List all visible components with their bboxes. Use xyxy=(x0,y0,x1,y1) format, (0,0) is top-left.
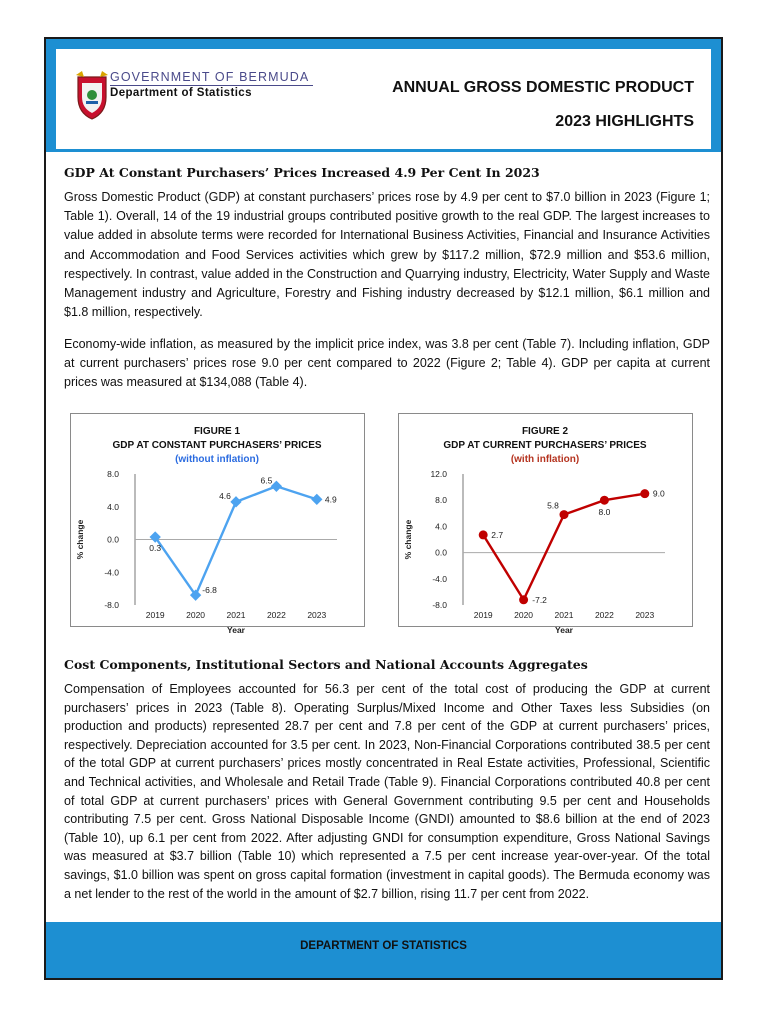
fig2-note: (with inflation) xyxy=(510,454,580,465)
fig1-data-label: 4.9 xyxy=(324,494,337,505)
department-name: Department of Statistics xyxy=(110,87,252,99)
fig2-subtitle: GDP AT CURRENT PURCHASERS’ PRICES xyxy=(443,440,647,451)
fig2-data-label: 2.7 xyxy=(491,529,504,540)
fig2-x-tick-label: 2023 xyxy=(635,610,655,620)
footer-band xyxy=(46,922,721,978)
fig2-y-axis-label: % change xyxy=(403,519,413,560)
fig2-data-label: 8.0 xyxy=(598,507,611,518)
fig1-x-axis-label: Year xyxy=(227,625,245,635)
title-line-2: 2023 HIGHLIGHTS xyxy=(555,113,694,130)
footer-text: DEPARTMENT OF STATISTICS xyxy=(300,940,467,952)
fig2-x-tick-label: 2019 xyxy=(473,610,493,620)
figure-2-chart xyxy=(398,413,693,635)
fig1-data-label: 6.5 xyxy=(260,475,273,486)
fig2-data-label: -7.2 xyxy=(532,594,547,605)
fig2-data-point xyxy=(479,530,488,539)
fig1-y-tick-label: -4.0 xyxy=(104,567,119,578)
fig1-title: FIGURE 1 xyxy=(193,426,241,437)
fig2-series-line xyxy=(483,494,645,600)
fig1-data-point xyxy=(230,496,241,507)
section-heading-gdp: GDP At Constant Purchasers’ Prices Increased 4.9 Per Cent In 2023 xyxy=(64,165,540,180)
fig1-data-point xyxy=(271,481,282,492)
fig1-x-tick-label: 2019 xyxy=(145,610,165,620)
page-frame xyxy=(44,37,723,980)
fig2-y-tick-label: 4.0 xyxy=(435,521,447,532)
fig1-x-tick-label: 2023 xyxy=(307,610,327,620)
fig2-title: FIGURE 2 xyxy=(521,426,569,437)
title-line-1: ANNUAL GROSS DOMESTIC PRODUCT xyxy=(392,79,694,96)
fig2-data-point xyxy=(560,510,569,519)
paragraph-gdp-growth: Gross Domestic Product (GDP) at constant purchasers’ prices rose by 4.9 per cent to $7.0 billion in 2023 (Figure 1; Table 1). Overall, 14 of the 19 industrial groups contributed positive growth to the real GDP. The largest increases to value added in absolute terms were recorded for International Business Activities, Financial and Insurance Activities and Accommodation and Food Services activities which grew by $117.2 million, $72.9 million and $53.6 million, respectively. In contrast, value added in the Construction and Quarrying industry, Electricity, Water Supply and Waste Management industry and Agriculture, Forestry and Fishing industry decreased by $12.1 million, $6.1 million and $1.8 million, respectively. xyxy=(64,190,710,320)
fig2-x-tick-label: 2022 xyxy=(594,610,614,620)
fig1-y-tick-label: 4.0 xyxy=(107,501,119,512)
fig1-y-tick-label: 8.0 xyxy=(107,469,119,479)
fig1-x-tick-label: 2020 xyxy=(186,610,206,620)
fig2-data-label: 9.0 xyxy=(652,488,665,499)
fig2-y-tick-label: -8.0 xyxy=(432,600,447,610)
fig1-y-tick-label: 0.0 xyxy=(107,534,119,545)
fig1-data-label: 4.6 xyxy=(219,490,231,501)
fig2-data-label: 5.8 xyxy=(547,500,559,511)
fig2-x-tick-label: 2021 xyxy=(554,610,574,620)
fig1-x-tick-label: 2022 xyxy=(266,610,286,620)
fig1-y-axis-label: % change xyxy=(75,519,85,560)
fig1-x-tick-label: 2021 xyxy=(226,610,246,620)
figure-1-svg xyxy=(71,414,364,635)
page-title xyxy=(392,71,694,139)
bermuda-crest-icon xyxy=(72,71,112,121)
header xyxy=(56,49,711,149)
fig2-y-tick-label: 8.0 xyxy=(435,495,447,506)
fig2-x-tick-label: 2020 xyxy=(514,610,534,620)
figure-1-chart xyxy=(70,413,365,635)
figure-2-svg xyxy=(399,414,692,635)
fig1-data-point xyxy=(311,494,322,505)
divider xyxy=(110,85,313,86)
fig2-data-point xyxy=(600,496,609,505)
content-area xyxy=(59,155,709,925)
fig2-y-tick-label: 0.0 xyxy=(435,547,447,558)
fig2-y-tick-label: 12.0 xyxy=(430,469,447,479)
fig2-data-point xyxy=(519,595,528,604)
fig1-subtitle: GDP AT CONSTANT PURCHASERS’ PRICES xyxy=(112,440,322,451)
government-name: GOVERNMENT OF BERMUDA xyxy=(110,70,310,84)
fig2-x-axis-label: Year xyxy=(555,625,573,635)
fig1-data-label: 0.3 xyxy=(149,543,162,554)
fig1-y-tick-label: -8.0 xyxy=(104,600,119,610)
paragraph-cost-components: Compensation of Employees accounted for 56.3 per cent of the total cost of producing the GDP at current purchasers’ prices in 2023 (Table 8). Operating Surplus/Mixed Income and Other Taxes less Subsidies (on production and products) represented 28.7 per cent and 7.8 per cent of the GDP at current purchasers’ prices, respectively. Depreciation accounted for 3.5 per cent. In 2023, Non-Financial Corporations contributed 38.5 per cent of the total GDP at current purchasers’ prices mostly concentrated in Real Estate activities, Professional, Scientific and Technical activities, and Wholesale and Retail Trade (Table 9). Financial Corporations contributed 40.8 per cent of total GDP at current purchasers’ prices with General Government contributing 9.5 per cent and Households contributing 7.5 per cent. Gross National Disposable Income (GNDI) amounted to $8.6 billion at the end of 2023 (Table 10), up 6.1 per cent from 2022. After adjusting GNDI for consumption expenditure, Gross National Savings was measured at $3.7 billion (Table 10) which represented a 7.5 per cent increase year-over-year. Of the total savings, $1.0 billion was spent on gross capital formation (investment in capital goods). The Bermuda economy was a net lender to the rest of the world in the amount of $2.7 billion, rising 11.7 per cent from 2022. xyxy=(64,682,710,901)
fig2-y-tick-label: -4.0 xyxy=(432,573,447,584)
fig2-data-point xyxy=(640,489,649,498)
paragraph-inflation: Economy-wide inflation, as measured by the implicit price index, was 3.8 per cent (Table 7). Including inflation, GDP at current purchasers’ prices rose 9.0 per cent compared to 2022 (Figure 2; Table 4). GDP per capita at current prices was measured at $134,088 (Table 4). xyxy=(64,337,710,390)
fig1-note: (without inflation) xyxy=(175,454,259,465)
fig1-data-label: -6.8 xyxy=(202,585,217,596)
section-heading-cost-components: Cost Components, Institutional Sectors and National Accounts Aggregates xyxy=(64,657,588,672)
